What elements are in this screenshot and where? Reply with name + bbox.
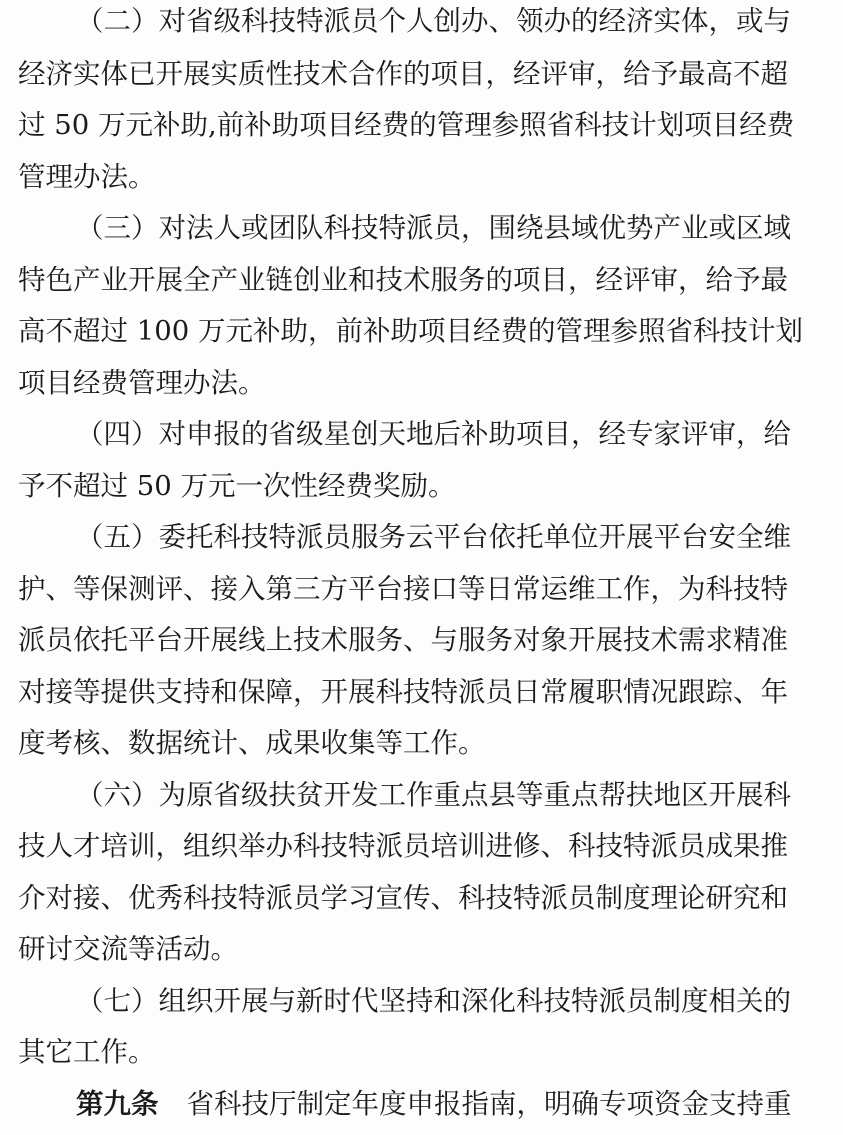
paragraph-line: 技人才培训，组织举办科技特派员培训进修、科技特派员成果推 — [18, 830, 788, 862]
paragraph-line: 介对接、优秀科技特派员学习宣传、科技特派员制度理论研究和 — [18, 882, 788, 914]
paragraph-line: （五）委托科技特派员服务云平台依托单位开展平台安全维 — [76, 521, 791, 553]
article-text: 省科技厅制定年度申报指南，明确专项资金支持重 — [186, 1088, 792, 1120]
paragraph-line: 高不超过 100 万元补助，前补助项目经费的管理参照省科技计划 — [18, 315, 803, 347]
paragraph-line: （六）为原省级扶贫开发工作重点县等重点帮扶地区开展科 — [76, 779, 791, 811]
paragraph-line: 项目经费管理办法。 — [18, 367, 266, 399]
paragraph-line: 护、等保测评、接入第三方平台接口等日常运维工作，为科技特 — [18, 573, 788, 605]
paragraph-line: 过 50 万元补助,前补助项目经费的管理参照省科技计划项目经费 — [18, 109, 795, 141]
paragraph-line: 特色产业开展全产业链创业和技术服务的项目，经评审，给予最 — [18, 264, 788, 296]
paragraph-line: 派员依托平台开展线上技术服务、与服务对象开展技术需求精准 — [18, 624, 788, 656]
paragraph-line: （七）组织开展与新时代坚持和深化科技特派员制度相关的 — [76, 985, 791, 1017]
paragraph-line: （二）对省级科技特派员个人创办、领办的经济实体，或与 — [76, 5, 791, 37]
paragraph-line: 对接等提供支持和保障，开展科技特派员日常履职情况跟踪、年 — [18, 676, 788, 708]
paragraph-line: 其它工作。 — [18, 1036, 156, 1068]
paragraph-line: 予不超过 50 万元一次性经费奖励。 — [18, 470, 456, 502]
article-title: 第九条 — [76, 1088, 159, 1120]
article-line — [76, 1087, 792, 1121]
paragraph-line: 管理办法。 — [18, 161, 156, 193]
paragraph-line: 度考核、数据统计、成果收集等工作。 — [18, 727, 486, 759]
paragraph-line: （四）对申报的省级星创天地后补助项目，经专家评审，给 — [76, 418, 791, 450]
paragraph-line: 研讨交流等活动。 — [18, 933, 238, 965]
paragraph-line: 经济实体已开展实质性技术合作的项目，经评审，给予最高不超 — [18, 58, 788, 90]
paragraph-line: （三）对法人或团队科技特派员，围绕县域优势产业或区域 — [76, 212, 791, 244]
